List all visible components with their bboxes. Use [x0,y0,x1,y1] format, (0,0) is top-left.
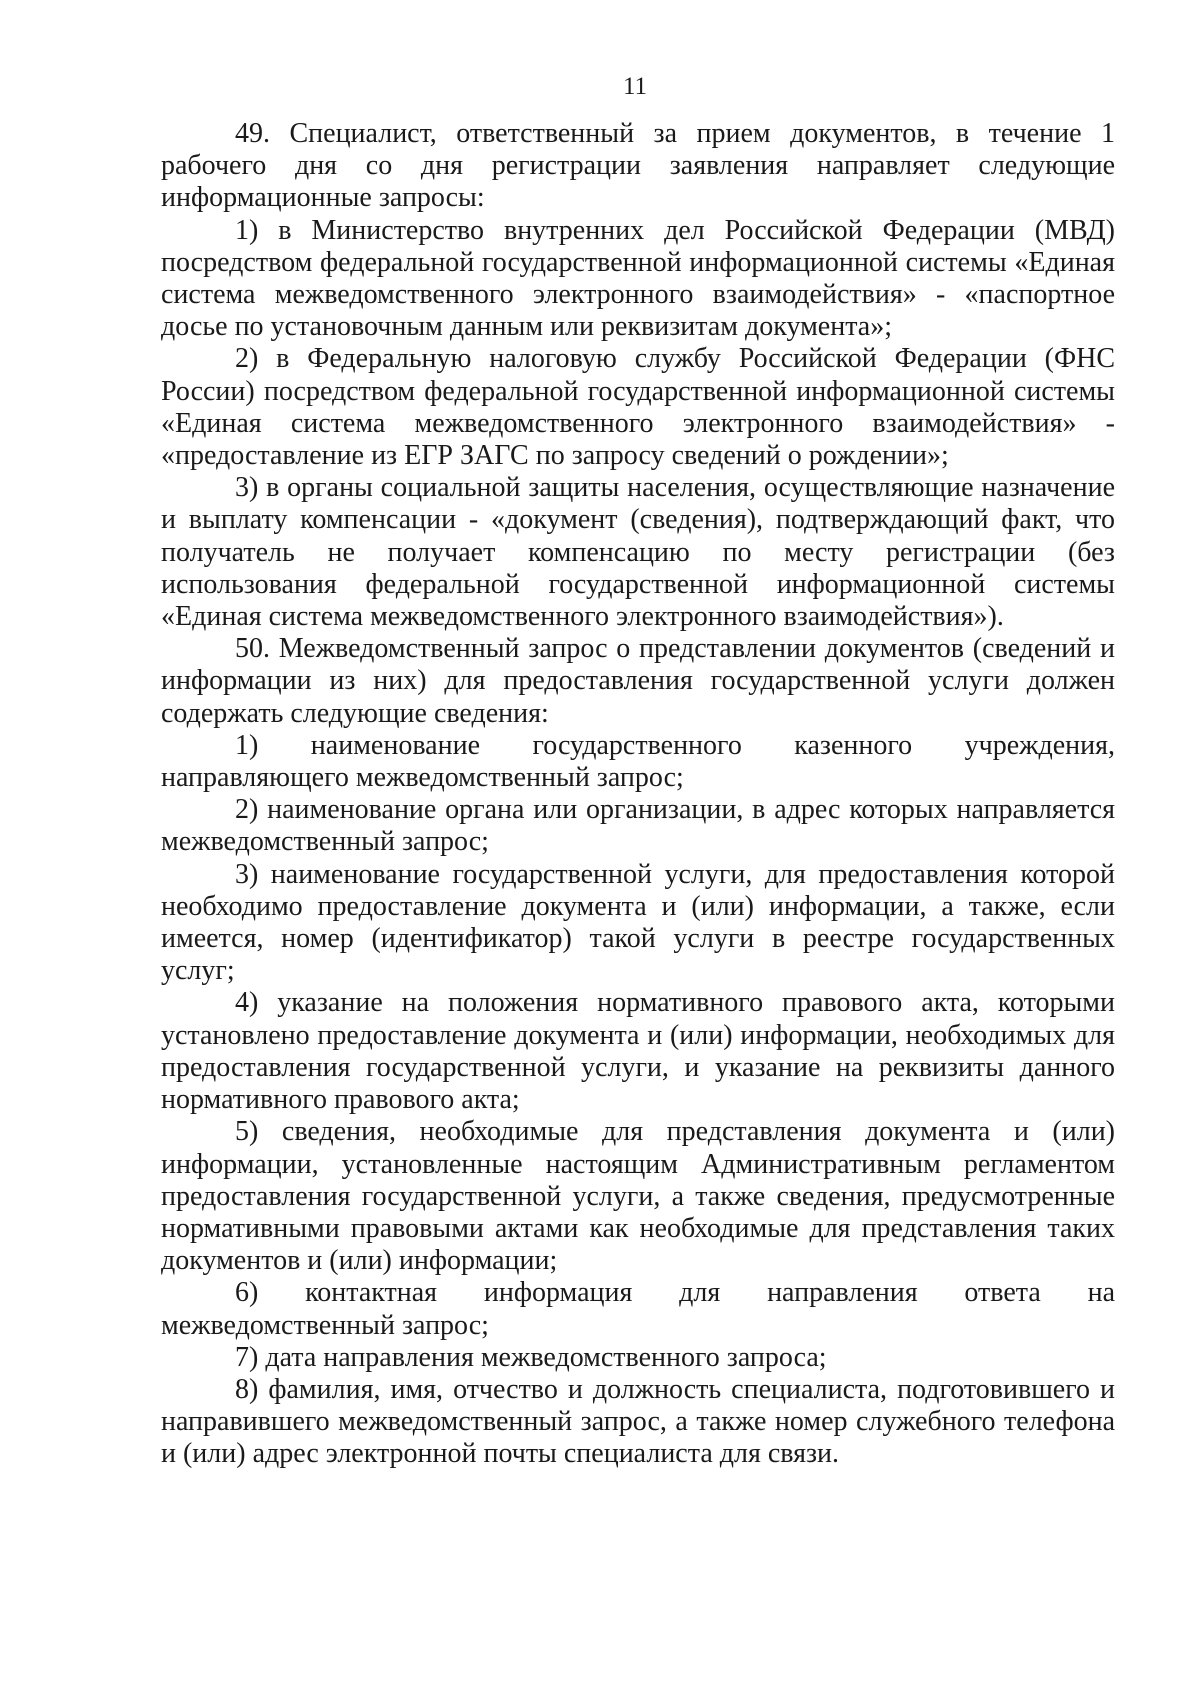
list-item-50-1: 1) наименование государственного казенного учреждения, направляющего межведомственный запрос; [161,729,1115,794]
list-item-50-7: 7) дата направления межведомственного запроса; [235,1341,827,1373]
document-body [161,118,1115,1471]
paragraph-49: 49. Специалист, ответственный за прием документов, в течение 1 рабочего дня со дня регистрации заявления направляет следующие информационные запросы: [161,118,1115,214]
list-item-49-2: 2) в Федеральную налоговую службу Российской Федерации (ФНС России) посредством федеральной государственной информационной системы «Единая система межведомственного электронного взаимодействия» - «предоставление из ЕГР ЗАГС по запросу сведений о рождении»; [161,343,1115,472]
list-item-50-8: 8) фамилия, имя, отчество и должность специалиста, подготовившего и направившего межведомственный запрос, а также номер служебного телефона и (или) адрес электронной почты специалиста для связи. [161,1373,1115,1470]
list-item-49-1: 1) в Министерство внутренних дел Российской Федерации (МВД) посредством федеральной государственной информационной системы «Единая система межведомственного электронного взаимодействия» - «паспортное досье по установочным данным или реквизитам документа»; [161,214,1115,343]
page-number: 11 [622,73,648,100]
list-item-50-4: 4) указание на положения нормативного правового акта, которыми установлено предоставление документа и (или) информации, необходимых для предоставления государственной услуги, и указание на реквизиты данного нормативного правового акта; [161,987,1115,1116]
list-item-50-2: 2) наименование органа или организации, в адрес которых направляется межведомственный запрос; [161,794,1115,858]
list-item-50-6: 6) контактная информация для направления ответа на межведомственный запрос; [161,1277,1115,1341]
paragraph-50: 50. Межведомственный запрос о представлении документов (сведений и информации из них) для предоставления государственной услуги должен содержать следующие сведения: [161,633,1115,729]
list-item-50-5: 5) сведения, необходимые для представления документа и (или) информации, установленные настоящим Административным регламентом предоставления государственной услуги, а также сведения, предусмотренные нормативными правовыми актами как необходимые для представления таких документов и (или) информации; [161,1116,1115,1277]
list-item-50-3: 3) наименование государственной услуги, для предоставления которой необходимо предоставление документа и (или) информации, а также, если имеется, номер (идентификатор) такой услуги в реестре государственных услуг; [161,858,1115,987]
list-item-49-3: 3) в органы социальной защиты населения, осуществляющие назначение и выплату компенсации - «документ (сведения), подтверждающий факт, что получатель не получает компенсацию по месту регистрации (без использования федеральной государственной информационной системы «Единая система межведомственного электронного взаимодействия»). [161,472,1115,633]
